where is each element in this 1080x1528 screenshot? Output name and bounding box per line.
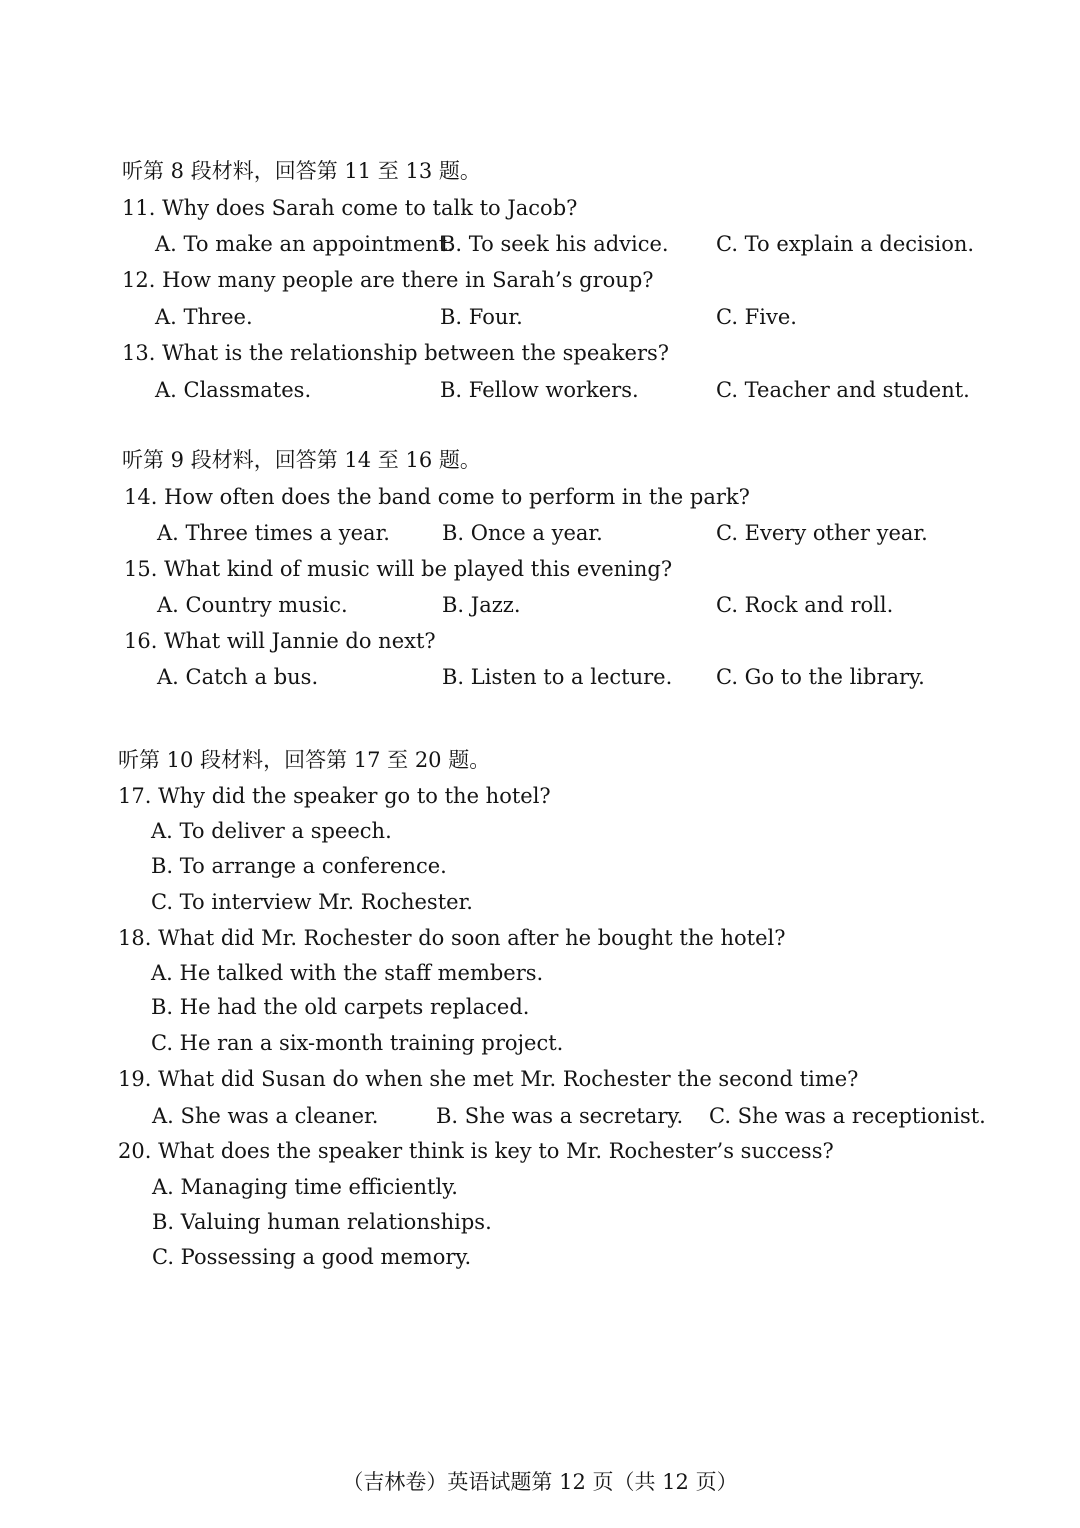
option-c: C. Rock and roll. [716,593,894,617]
option-c: C. Teacher and student. [716,378,970,402]
option-c: C. Every other year. [716,521,928,545]
option-b: B. Listen to a lecture. [442,665,673,689]
option-a: A. Country music. [157,593,348,617]
question-stem: 15. What kind of music will be played this evening? [124,557,673,581]
question-stem: 13. What is the relationship between the speakers? [122,341,670,365]
question-stem: 18. What did Mr. Rochester do soon after he bought the hotel? [118,926,786,950]
option-b: B. To seek his advice. [440,232,669,256]
section-heading: 听第 9 段材料，回答第 14 至 16 题。 [122,448,481,472]
question-stem: 14. How often does the band come to perform in the park? [124,485,750,509]
option-c: C. Possessing a good memory. [152,1245,472,1269]
option-a: A. Managing time efficiently. [152,1175,458,1199]
option-c: C. To interview Mr. Rochester. [151,890,473,914]
question-stem: 11. Why does Sarah come to talk to Jacob? [122,196,578,220]
option-c: C. Five. [716,305,797,329]
option-a: A. Catch a bus. [157,665,319,689]
option-b: B. Four. [440,305,523,329]
option-c: C. To explain a decision. [716,232,975,256]
option-c: C. Go to the library. [716,665,925,689]
option-a: A. To deliver a speech. [151,819,392,843]
option-c: C. He ran a six-month training project. [151,1031,564,1055]
option-b: B. She was a secretary. [436,1104,684,1128]
section-heading: 听第 8 段材料，回答第 11 至 13 题。 [122,159,481,183]
option-a: A. Classmates. [155,378,312,402]
option-b: B. To arrange a conference. [151,854,447,878]
option-a: A. Three times a year. [157,521,390,545]
option-b: B. Jazz. [442,593,521,617]
option-a: A. He talked with the staff members. [151,961,544,985]
section-heading: 听第 10 段材料，回答第 17 至 20 题。 [118,748,491,772]
question-stem: 20. What does the speaker think is key to Mr. Rochester’s success? [118,1139,834,1163]
option-b: B. Once a year. [442,521,603,545]
question-stem: 19. What did Susan do when she met Mr. Rochester the second time? [118,1067,859,1091]
question-stem: 16. What will Jannie do next? [124,629,436,653]
option-c: C. She was a receptionist. [709,1104,986,1128]
option-a: A. To make an appointment. [155,232,454,256]
option-b: B. He had the old carpets replaced. [151,995,530,1019]
option-a: A. Three. [155,305,253,329]
option-b: B. Fellow workers. [440,378,639,402]
page-footer: （吉林卷）英语试题第 12 页（共 12 页） [342,1470,738,1494]
option-b: B. Valuing human relationships. [152,1210,492,1234]
question-stem: 12. How many people are there in Sarah’s group? [122,268,654,292]
option-a: A. She was a cleaner. [152,1104,379,1128]
question-stem: 17. Why did the speaker go to the hotel? [118,784,551,808]
